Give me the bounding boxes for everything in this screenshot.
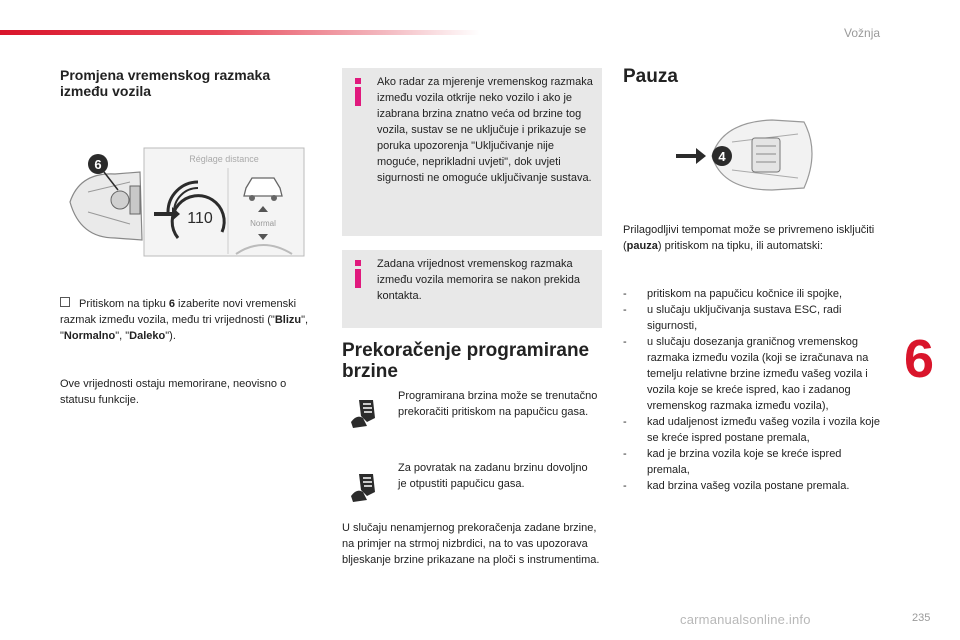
chapter-tab-number: 6 — [904, 329, 935, 389]
list-item: - kad udaljenost između vašeg vozila i vozila koje se kreće ispred postane premala, — [623, 416, 880, 444]
info-box-radar — [342, 68, 602, 236]
middle-note: U slučaju nenamjernog prekoračenja zadane brzine, na primjer na strmoj nizbrdici, na to vas upozorava bljeskanje brzine prikazane na ploči s instrumentima. — [342, 522, 600, 566]
pause-button-illustration — [672, 112, 822, 198]
page-number: 235 — [912, 612, 931, 624]
left-heading: Promjena vremenskog razmaka između vozila — [60, 67, 271, 99]
info-icon — [352, 78, 364, 106]
list-item: - u slučaju uključivanja sustava ESC, radi sigurnosti, — [623, 304, 842, 332]
left-instruction: Pritiskom na tipku 6 izaberite novi vremenski razmak između vozila, među tri vrijednosti ("Blizu", "Normalno", "Daleko"). — [60, 298, 309, 342]
callout-6-label: 6 — [94, 157, 102, 172]
pause-intro: Prilagodljivi tempomat može se privremeno isključiti (pauza) pritiskom na tipku, ili automatski: — [623, 224, 875, 252]
header-accent-bar — [0, 30, 480, 35]
pedal-press-text: Programirana brzina može se trenutačno prekoračiti pritiskom na papučicu gasa. — [398, 390, 598, 418]
distance-setting-illustration — [60, 142, 310, 260]
list-item: - kad brzina vašeg vozila postane premala. — [623, 480, 850, 492]
accelerator-pedal-icon — [347, 470, 381, 504]
info-box-radar-text: Ako radar za mjerenje vremenskog razmaka između vozila otkrije neko vozilo i ako je izabrana brzina znatno veća od brzine tog vozila, sustav se ne uključuje i prikazuje se poruka upozorenja "Uključivanje nije moguće, neprikladni uvjeti", dok uvjeti sigurnosti ne omogućе uključivanje sustava. — [377, 76, 593, 184]
list-item: - kad je brzina vozila koje se kreće ispred premala, — [623, 448, 842, 476]
middle-heading: Prekoračenje programirane brzine — [342, 340, 590, 382]
pause-conditions-list — [623, 286, 883, 494]
arrow-right-icon — [676, 148, 706, 164]
left-note: Ove vrijednosti ostaju memorirane, neovisno o statusu funkcije. — [60, 378, 287, 406]
list-item: - pritiskom na papučicu kočnice ili spojke, — [623, 288, 843, 300]
right-heading: Pauza — [623, 66, 678, 87]
watermark: carmanualsonline.info — [680, 612, 811, 627]
section-title: Vožnja — [844, 26, 881, 40]
speed-readout: 110 — [187, 210, 213, 227]
checkbox-bullet-icon — [60, 297, 70, 307]
mode-readout: Normal — [250, 219, 276, 228]
info-box-memory-text: Zadana vrijednost vremenskog razmaka između vozila memorira se nakon prekida kontakta. — [377, 258, 580, 302]
screen-title: Réglage distance — [189, 154, 259, 164]
pedal-release-text: Za povratak na zadanu brzinu dovoljno je otpustiti papučicu gasa. — [398, 462, 588, 490]
info-icon — [352, 260, 364, 288]
accelerator-pedal-icon — [347, 396, 381, 430]
list-item: - u slučaju dosezanja graničnog vremenskog razmaka između vozila (koji se izračunava na temelju relativne brzine između vašeg vozila i vozila koje se kreće ispred, kao i zadanog vremenskog razmaka između vozila), — [623, 336, 869, 412]
callout-4-label: 4 — [718, 149, 726, 164]
info-box-memory — [342, 250, 602, 328]
